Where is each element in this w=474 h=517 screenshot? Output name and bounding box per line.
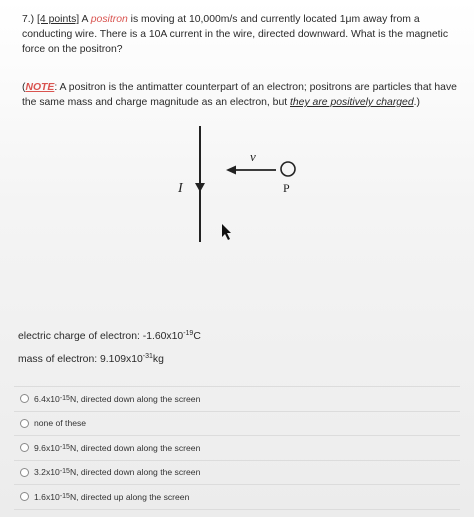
point-label: P xyxy=(283,181,290,195)
answer-choice-1[interactable]: 6.4x10 -15 N, directed down along the screen xyxy=(14,386,460,412)
mass-prefix: mass of electron: 9.109x10 xyxy=(18,354,143,365)
choice-base: 1.6x10 xyxy=(34,491,60,502)
answer-choices xyxy=(14,386,460,510)
question-text xyxy=(22,12,462,57)
choice-text: N, directed down along the screen xyxy=(69,467,201,478)
charge-exponent: -19 xyxy=(183,330,194,337)
mass-exponent: -31 xyxy=(142,353,153,360)
note-close: .) xyxy=(413,97,420,108)
answer-choice-5[interactable]: 1.6x10 -15 N, directed up along the screen xyxy=(14,485,460,510)
current-arrowhead xyxy=(195,183,205,192)
choice-base: none of these xyxy=(34,418,87,429)
charge-unit: C xyxy=(193,331,201,342)
charge-constant xyxy=(18,331,201,342)
mouse-cursor-icon xyxy=(222,224,231,240)
answer-choice-3[interactable]: 9.6x10 -15 N, directed down along the screen xyxy=(14,436,460,461)
question-text-b: is moving at 10,000m/s and currently located 1μm away from a conducting wire. There is a 10A current in the wire, directed downward. What is the magnetic force on the positron? xyxy=(22,14,449,55)
note-open: ( xyxy=(22,82,26,93)
answer-choice-4[interactable]: 3.2x10 -15 N, directed down along the screen xyxy=(14,461,460,486)
note-text-a: : A positron is the antimatter counterpart of an electron; positrons are particles that have the same mass and charge magnitude as an electron, but xyxy=(22,82,457,108)
charge-prefix: electric charge of electron: -1.60x10 xyxy=(18,331,184,342)
note-label: NOTE xyxy=(25,82,55,93)
current-label: I xyxy=(178,181,183,196)
radio-button[interactable] xyxy=(20,492,29,501)
mass-constant xyxy=(18,354,164,365)
note-text xyxy=(22,80,462,110)
diagram xyxy=(170,120,320,250)
choice-text: N, directed down along the screen xyxy=(69,442,201,453)
radio-button[interactable] xyxy=(20,394,29,403)
note-emphasis: they are positively charged xyxy=(290,97,414,108)
choice-base: 9.6x10 xyxy=(34,442,60,453)
positron-circle xyxy=(281,162,295,176)
answer-choice-2[interactable] xyxy=(14,412,460,437)
question-text-a: A xyxy=(81,14,88,25)
velocity-arrowhead xyxy=(226,166,236,175)
question-points: [4 points] xyxy=(37,14,80,25)
radio-button[interactable] xyxy=(20,419,29,428)
question-number: 7.) xyxy=(22,14,35,25)
diagram-svg xyxy=(170,120,320,250)
radio-button[interactable] xyxy=(20,443,29,452)
velocity-label: v xyxy=(250,149,256,164)
positron-highlight: positron xyxy=(90,14,128,25)
radio-button[interactable] xyxy=(20,468,29,477)
mass-unit: kg xyxy=(152,354,164,365)
choice-text: N, directed down along the screen xyxy=(69,393,201,404)
choice-text: N, directed up along the screen xyxy=(69,491,190,502)
choice-base: 3.2x10 xyxy=(34,467,60,478)
choice-base: 6.4x10 xyxy=(34,393,60,404)
